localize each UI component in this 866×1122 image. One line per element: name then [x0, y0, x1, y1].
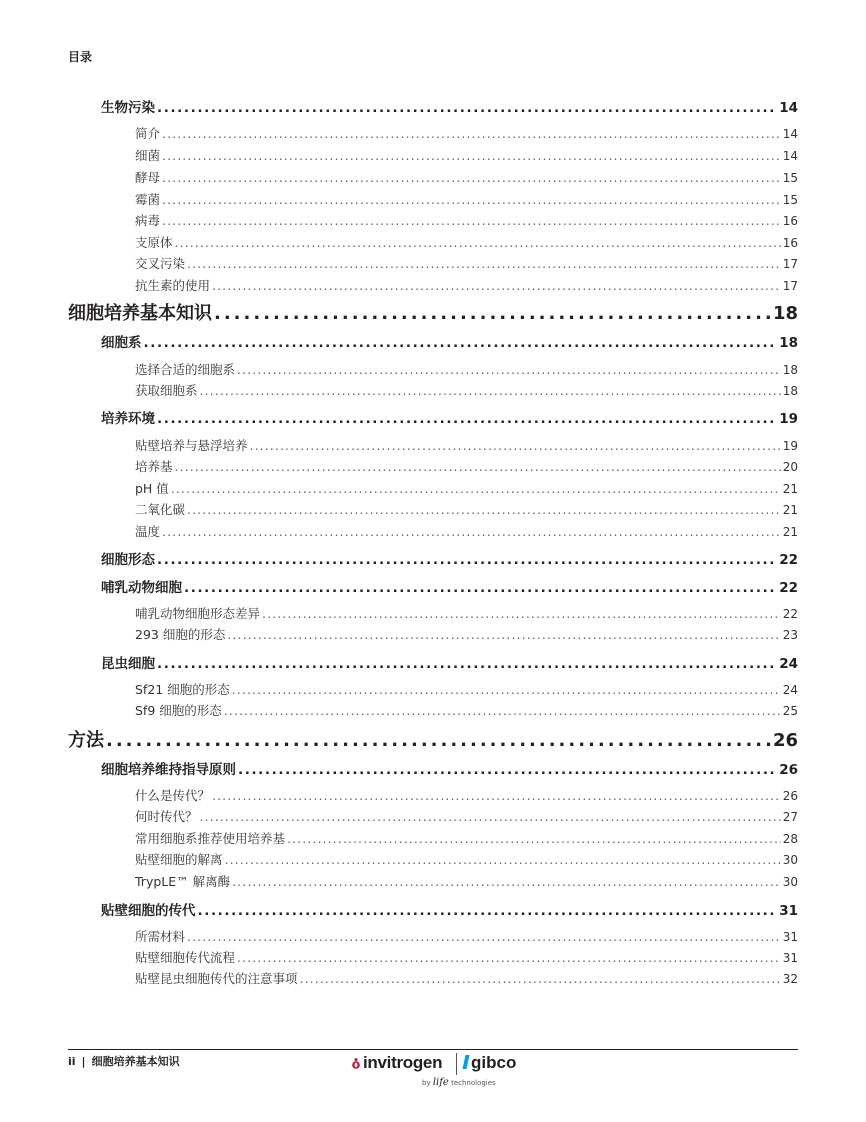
brand-logo: [352, 1053, 522, 1093]
toc-entry-page: 30: [782, 853, 798, 867]
toc-dot-leader: [162, 126, 781, 141]
toc-entry-title: 选择合适的细胞系: [135, 362, 236, 377]
toc-dot-leader: [187, 256, 781, 271]
toc-dot-leader: [175, 459, 781, 474]
toc-dot-leader: [212, 788, 781, 803]
toc-dot-leader: [184, 580, 777, 596]
toc-entry-title: 培养环境: [101, 411, 155, 427]
toc-entry-title: 所需材料: [135, 929, 186, 944]
toc-entry-page: 16: [782, 236, 798, 250]
toc-entry[interactable]: [135, 254, 798, 272]
toc-entry[interactable]: [135, 850, 798, 868]
toc-entry[interactable]: [135, 457, 798, 475]
toc-entry-page: 15: [782, 193, 798, 207]
toc-entry[interactable]: [101, 652, 798, 672]
toc-entry-page: 16: [782, 214, 798, 228]
toc-entry[interactable]: [135, 479, 798, 497]
invitrogen-wordmark: invitrogen: [363, 1053, 443, 1072]
toc-entry[interactable]: [101, 548, 798, 568]
toc-entry-page: 18: [782, 363, 798, 377]
footer-book-title: 细胞培养基本知识: [91, 1055, 180, 1068]
toc-entry-title: 霉菌: [135, 192, 161, 207]
toc-entry-page: 14: [782, 127, 798, 141]
toc-entry[interactable]: [135, 807, 798, 825]
toc-entry[interactable]: [135, 381, 798, 399]
toc-dot-leader: [287, 831, 781, 846]
toc-entry-title: Sf21 细胞的形态: [135, 682, 230, 697]
toc-entry-title: 什么是传代？: [135, 788, 211, 803]
toc-entry-page: 22: [779, 552, 798, 568]
toc-dot-leader: [162, 524, 781, 539]
toc-entry[interactable]: [101, 899, 798, 919]
gibco-slash-icon: [463, 1055, 470, 1069]
toc-dot-leader: [157, 656, 777, 672]
toc-entry-page: 22: [779, 580, 798, 596]
toc-dot-leader: [227, 627, 780, 642]
toc-entry-page: 31: [782, 930, 798, 944]
footer-running-title: [68, 1053, 180, 1069]
toc-entry-title: 简介: [135, 126, 161, 141]
toc-entry-page: 24: [782, 683, 798, 697]
toc-dot-leader: [300, 971, 781, 986]
toc-entry[interactable]: [135, 786, 798, 804]
toc-entry[interactable]: [135, 124, 798, 142]
toc-dot-leader: [162, 148, 781, 163]
toc-entry[interactable]: [101, 331, 798, 351]
toc-entry-title: 贴壁细胞的传代: [101, 903, 196, 919]
byline-life: life: [432, 1077, 449, 1088]
toc-dot-leader: [162, 170, 781, 185]
invitrogen-mark-icon: [352, 1058, 360, 1069]
toc-entry-title: 贴壁昆虫细胞传代的注意事项: [135, 971, 298, 986]
toc-entry-page: 32: [782, 972, 798, 986]
toc-dot-leader: [225, 852, 781, 867]
toc-entry-title: 生物污染: [101, 100, 155, 116]
toc-entry[interactable]: [101, 407, 798, 427]
toc-entry-title: 抗生素的使用: [135, 278, 211, 293]
toc-entry[interactable]: [135, 701, 798, 719]
toc-dot-leader: [106, 730, 771, 751]
toc-entry-page: 26: [772, 730, 798, 751]
toc-entry-title: 细胞培养维持指导原则: [101, 762, 236, 778]
toc-entry-page: 17: [782, 279, 798, 293]
toc-entry[interactable]: [68, 726, 798, 752]
toc-dot-leader: [200, 383, 781, 398]
toc-entry[interactable]: [101, 576, 798, 596]
toc-entry-title: 细胞系: [101, 335, 142, 351]
page-header-title: 目录: [68, 50, 93, 64]
toc-entry-title: 哺乳动物细胞: [101, 580, 182, 596]
invitrogen-logo: [352, 1053, 442, 1073]
toc-entry-title: 常用细胞系推荐使用培养基: [135, 831, 286, 846]
toc-entry-page: 30: [782, 875, 798, 889]
toc-entry[interactable]: [135, 233, 798, 251]
toc-entry-title: 方法: [68, 730, 104, 751]
footer-separator: |: [81, 1055, 86, 1068]
toc-entry[interactable]: [135, 168, 798, 186]
toc-dot-leader: [157, 411, 777, 427]
footer-page-number: ii: [68, 1055, 76, 1068]
toc-entry-page: 14: [779, 100, 798, 116]
toc-entry[interactable]: [68, 299, 798, 325]
toc-dot-leader: [224, 703, 781, 718]
toc-entry-title: 交叉污染: [135, 256, 186, 271]
toc-dot-leader: [162, 192, 781, 207]
toc-entry-page: 19: [779, 411, 798, 427]
toc-entry[interactable]: [135, 436, 798, 454]
toc-entry-page: 25: [782, 704, 798, 718]
toc-entry-page: 19: [782, 439, 798, 453]
toc-entry-page: 18: [772, 303, 798, 324]
toc-dot-leader: [200, 809, 781, 824]
toc-entry-page: 21: [782, 525, 798, 539]
toc-entry-title: 温度: [135, 524, 161, 539]
toc-entry-title: 贴壁培养与悬浮培养: [135, 438, 248, 453]
toc-dot-leader: [214, 303, 771, 324]
toc-entry-title: 哺乳动物细胞形态差异: [135, 606, 261, 621]
toc-entry-title: 细胞形态: [101, 552, 155, 568]
toc-dot-leader: [157, 552, 777, 568]
toc-dot-leader: [212, 278, 781, 293]
toc-entry-page: 26: [782, 789, 798, 803]
toc-entry-page: 21: [782, 503, 798, 517]
toc-entry-title: 昆虫细胞: [101, 656, 155, 672]
toc-entry-page: 20: [782, 460, 798, 474]
toc-dot-leader: [157, 100, 777, 116]
footer-divider: [68, 1049, 798, 1050]
toc-entry[interactable]: [101, 96, 798, 116]
toc-entry-title: 细胞培养基本知识: [68, 303, 212, 324]
toc-dot-leader: [237, 950, 781, 965]
toc-entry-page: 17: [782, 257, 798, 271]
toc-entry-page: 21: [782, 482, 798, 496]
toc-entry-title: TrypLE™ 解离酶: [135, 874, 231, 889]
toc-dot-leader: [250, 438, 781, 453]
toc-entry[interactable]: [135, 927, 798, 945]
toc-dot-leader: [262, 606, 781, 621]
toc-dot-leader: [187, 502, 781, 517]
toc-entry-title: 酵母: [135, 170, 161, 185]
toc-dot-leader: [187, 929, 781, 944]
toc-entry[interactable]: [135, 276, 798, 294]
toc-entry-page: 18: [779, 335, 798, 351]
toc-entry-page: 23: [782, 628, 798, 642]
toc-entry[interactable]: [135, 190, 798, 208]
life-technologies-byline: [422, 1077, 496, 1088]
toc-entry[interactable]: [135, 625, 798, 643]
toc-dot-leader: [144, 335, 778, 351]
toc-entry-page: 28: [782, 832, 798, 846]
toc-entry[interactable]: [135, 680, 798, 698]
toc-entry[interactable]: [135, 948, 798, 966]
toc-entry-title: Sf9 细胞的形态: [135, 703, 222, 718]
toc-entry-page: 31: [782, 951, 798, 965]
toc-entry-title: 病毒: [135, 213, 161, 228]
toc-entry-title: 贴壁细胞的解离: [135, 852, 223, 867]
toc-entry-title: 二氧化碳: [135, 502, 186, 517]
toc-dot-leader: [237, 362, 781, 377]
toc-entry[interactable]: [101, 758, 798, 778]
logo-divider: [456, 1053, 457, 1075]
toc-entry-title: pH 值: [135, 481, 169, 496]
toc-entry-page: 31: [779, 903, 798, 919]
toc-dot-leader: [175, 235, 781, 250]
toc-dot-leader: [232, 682, 781, 697]
toc-entry[interactable]: [135, 872, 798, 890]
toc-entry[interactable]: [135, 500, 798, 518]
toc-entry[interactable]: [135, 211, 798, 229]
toc-entry-page: 18: [782, 384, 798, 398]
gibco-wordmark: gibco: [471, 1053, 517, 1072]
toc-entry-page: 22: [782, 607, 798, 621]
toc-dot-leader: [162, 213, 781, 228]
toc-entry-title: 细菌: [135, 148, 161, 163]
toc-entry[interactable]: [135, 146, 798, 164]
toc-dot-leader: [238, 762, 777, 778]
toc-entry-page: 14: [782, 149, 798, 163]
toc-dot-leader: [198, 903, 778, 919]
toc-entry-page: 27: [782, 810, 798, 824]
byline-technologies: technologies: [451, 1079, 496, 1087]
toc-dot-leader: [232, 874, 781, 889]
toc-entry[interactable]: [135, 360, 798, 378]
toc-dot-leader: [171, 481, 781, 496]
toc-entry[interactable]: [135, 604, 798, 622]
byline-by: by: [422, 1079, 431, 1087]
toc-entry-title: 贴壁细胞传代流程: [135, 950, 236, 965]
gibco-logo: [464, 1053, 516, 1073]
toc-entry[interactable]: [135, 969, 798, 987]
toc-entry-title: 何时传代？: [135, 809, 198, 824]
toc-entry[interactable]: [135, 522, 798, 540]
toc-entry[interactable]: [135, 829, 798, 847]
toc-entry-page: 24: [779, 656, 798, 672]
toc-entry-title: 支原体: [135, 235, 173, 250]
toc-entry-title: 培养基: [135, 459, 173, 474]
toc-entry-page: 15: [782, 171, 798, 185]
toc-entry-title: 293 细胞的形态: [135, 627, 226, 642]
toc-entry-title: 获取细胞系: [135, 383, 198, 398]
toc-entry-page: 26: [779, 762, 798, 778]
